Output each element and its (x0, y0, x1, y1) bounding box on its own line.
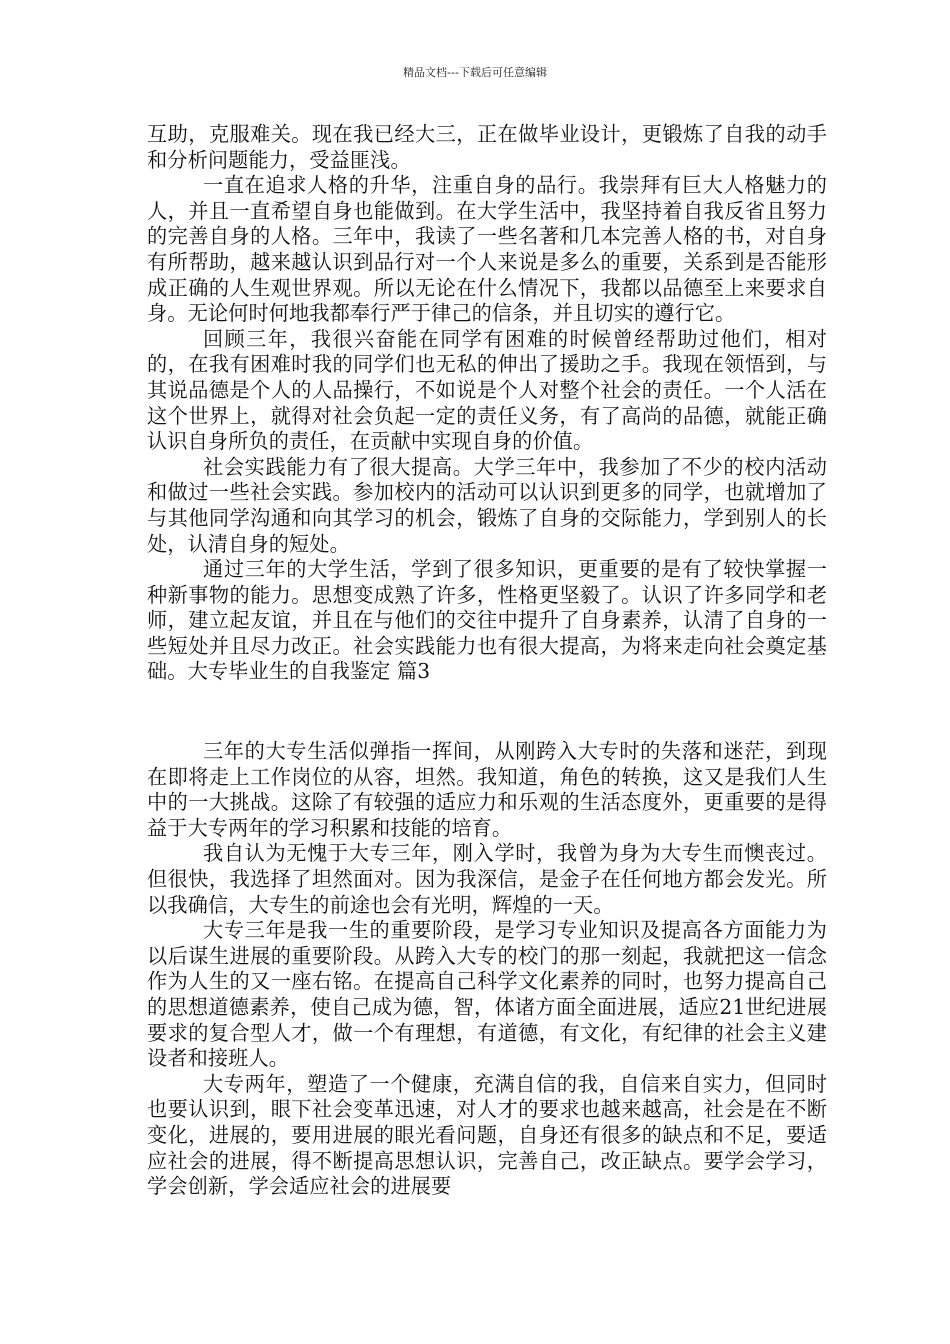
paragraph-4: 社会实践能力有了很大提高。大学三年中，我参加了不少的校内活动和做过一些社会实践。参加校内的活动可以认识到更多的同学，也就增加了与其他同学沟通和向其学习的机会，锻炼了自身的交际能力，学到别人的长处，认清自身的短处。 (147, 454, 827, 556)
paragraph-1: 互助，克服难关。现在我已经大三，正在做毕业设计，更锻炼了自我的动手和分析问题能力，受益匪浅。 (147, 122, 827, 172)
page-header: 精品文档---下载后可任意编辑 (403, 66, 547, 79)
paragraph-7: 我自认为无愧于大专三年，刚入学时，我曾为身为大专生而懊丧过。但很快，我选择了坦然面对。因为我深信，是金子在任何地方都会发光。所以我确信，大专生的前途也会有光明，辉煌的一天。 (147, 841, 827, 917)
paragraph-9: 大专两年，塑造了一个健康，充满自信的我，自信来自实力，但同时也要认识到，眼下社会变革迅速，对人才的要求也越来越高，社会是在不断变化，进展的，要用进展的眼光看问题，自身还有很多的缺点和不足，要适应社会的进展，得不断提高思想认识，完善自己，改正缺点。要学会学习，学会创新，学会适应社会的进展要 (147, 1071, 827, 1199)
paragraph-3: 回顾三年，我很兴奋能在同学有困难的时候曾经帮助过他们，相对的，在我有困难时我的同学们也无私的伸出了援助之手。我现在领悟到，与其说品德是个人的人品操行，不如说是个人对整个社会的责任。一个人活在这个世界上，就得对社会负起一定的责任义务，有了高尚的品德，就能正确认识自身所负的责任，在贡献中实现自身的价值。 (147, 326, 827, 454)
document-body (147, 122, 827, 1200)
paragraph-6: 三年的大专生活似弹指一挥间，从刚跨入大专时的失落和迷茫，到现在即将走上工作岗位的从容，坦然。我知道，角色的转换，这又是我们人生中的一大挑战。这除了有较强的适应力和乐观的生活态度外，更重要的是得益于大专两年的学习积累和技能的培育。 (147, 739, 827, 840)
paragraph-2: 一直在追求人格的升华，注重自身的品行。我崇拜有巨大人格魅力的人，并且一直希望自身也能做到。在大学生活中，我坚持着自我反省且努力的完善自身的人格。三年中，我读了一些名著和几本完善人格的书，对自身有所帮助，越来越认识到品行对一个人来说是多么的重要，关系到是否能形成正确的人生观世界观。所以无论在什么情况下，我都以品德至上来要求自身。无论何时何地我都奉行严于律己的信条，并且切实的遵行它。 (147, 173, 827, 326)
paragraph-5: 通过三年的大学生活，学到了很多知识，更重要的是有了较快掌握一种新事物的能力。思想变成熟了许多，性格更坚毅了。认识了许多同学和老师，建立起友谊，并且在与他们的交往中提升了自身素养，认清了自身的一些短处并且尽力改正。社会实践能力也有很大提高，为将来走向社会奠定基础。大专毕业生的自我鉴定 篇3 (147, 557, 827, 684)
paragraph-8: 大专三年是我一生的重要阶段，是学习专业知识及提高各方面能力为以后谋生进展的重要阶段。从跨入大专的校门的那一刻起，我就把这一信念作为人生的又一座右铭。在提高自己科学文化素养的同时，也努力提高自己的思想道德素养，使自己成为德，智，体诸方面全面进展，适应21世纪进展要求的复合型人才，做一个有理想，有道德，有文化，有纪律的社会主义建设者和接班人。 (147, 918, 827, 1071)
section-gap (147, 685, 827, 739)
